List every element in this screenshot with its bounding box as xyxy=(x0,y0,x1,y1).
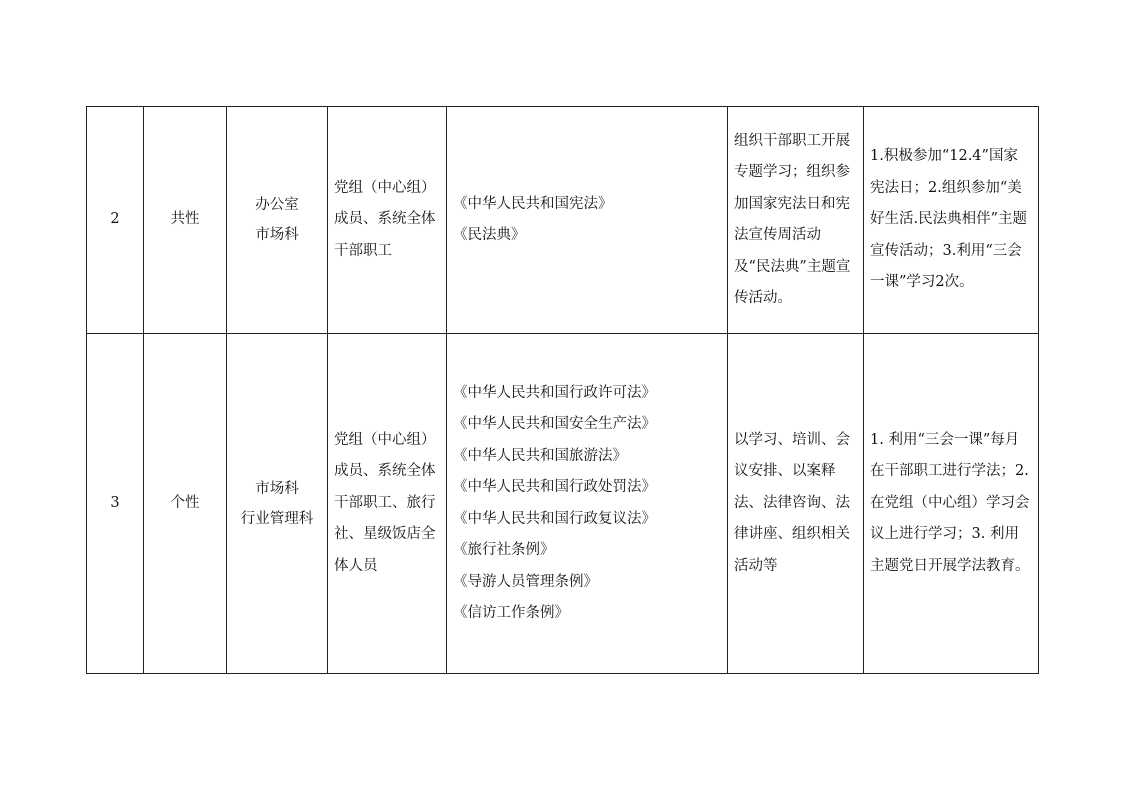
study-methods: 以学习、培训、会议安排、以案释法、法律咨询、法律讲座、组织相关活动等 xyxy=(728,334,864,674)
row-type: 共性 xyxy=(144,107,227,334)
row-number: 3 xyxy=(87,334,144,674)
law-title: 《信访工作条例》 xyxy=(453,605,569,621)
law-title: 《中华人民共和国宪法》 xyxy=(453,195,613,212)
table-row xyxy=(87,107,1039,334)
responsible-departments xyxy=(227,107,328,334)
department-name: 办公室 xyxy=(255,197,299,213)
department-name: 市场科 xyxy=(255,480,299,497)
row-type: 个性 xyxy=(144,334,227,674)
law-title: 《导游人员管理条例》 xyxy=(453,573,598,590)
law-title: 《旅行社条例》 xyxy=(453,542,555,558)
study-methods: 组织干部职工开展专题学习；组织参加国家宪法日和宪法宣传周活动及“民法典”主题宣传活动。 xyxy=(728,107,864,334)
law-study-plan-table xyxy=(86,106,1039,674)
law-title: 《中华人民共和国行政许可法》 xyxy=(453,384,656,401)
law-title: 《中华人民共和国行政处罚法》 xyxy=(453,479,656,495)
study-laws xyxy=(447,107,728,334)
law-title: 《中华人民共和国行政复议法》 xyxy=(453,510,656,527)
department-name: 行业管理科 xyxy=(240,510,314,527)
study-targets: 党组（中心组）成员、系统全体干部职工、旅行社、星级饭店全体人员 xyxy=(328,334,447,674)
study-targets: 党组（中心组）成员、系统全体干部职工 xyxy=(328,107,447,334)
table-row xyxy=(87,334,1039,674)
study-activities: 1.积极参加“12.4”国家宪法日；2.组织参加“美好生活.民法典相伴”主题宣传活动；3.利用“三会一课”学习2次。 xyxy=(864,107,1039,334)
study-activities: 1. 利用“三会一课”每月在干部职工进行学法；2. 在党组（中心组）学习会议上进行学习；3. 利用主题党日开展学法教育。 xyxy=(864,334,1039,674)
law-title: 《中华人民共和国安全生产法》 xyxy=(453,416,656,432)
responsible-departments xyxy=(227,334,328,674)
study-laws xyxy=(447,334,728,674)
row-number: 2 xyxy=(87,107,144,334)
law-title: 《中华人民共和国旅游法》 xyxy=(453,447,627,464)
law-title: 《民法典》 xyxy=(453,227,526,243)
department-name: 市场科 xyxy=(255,227,299,243)
